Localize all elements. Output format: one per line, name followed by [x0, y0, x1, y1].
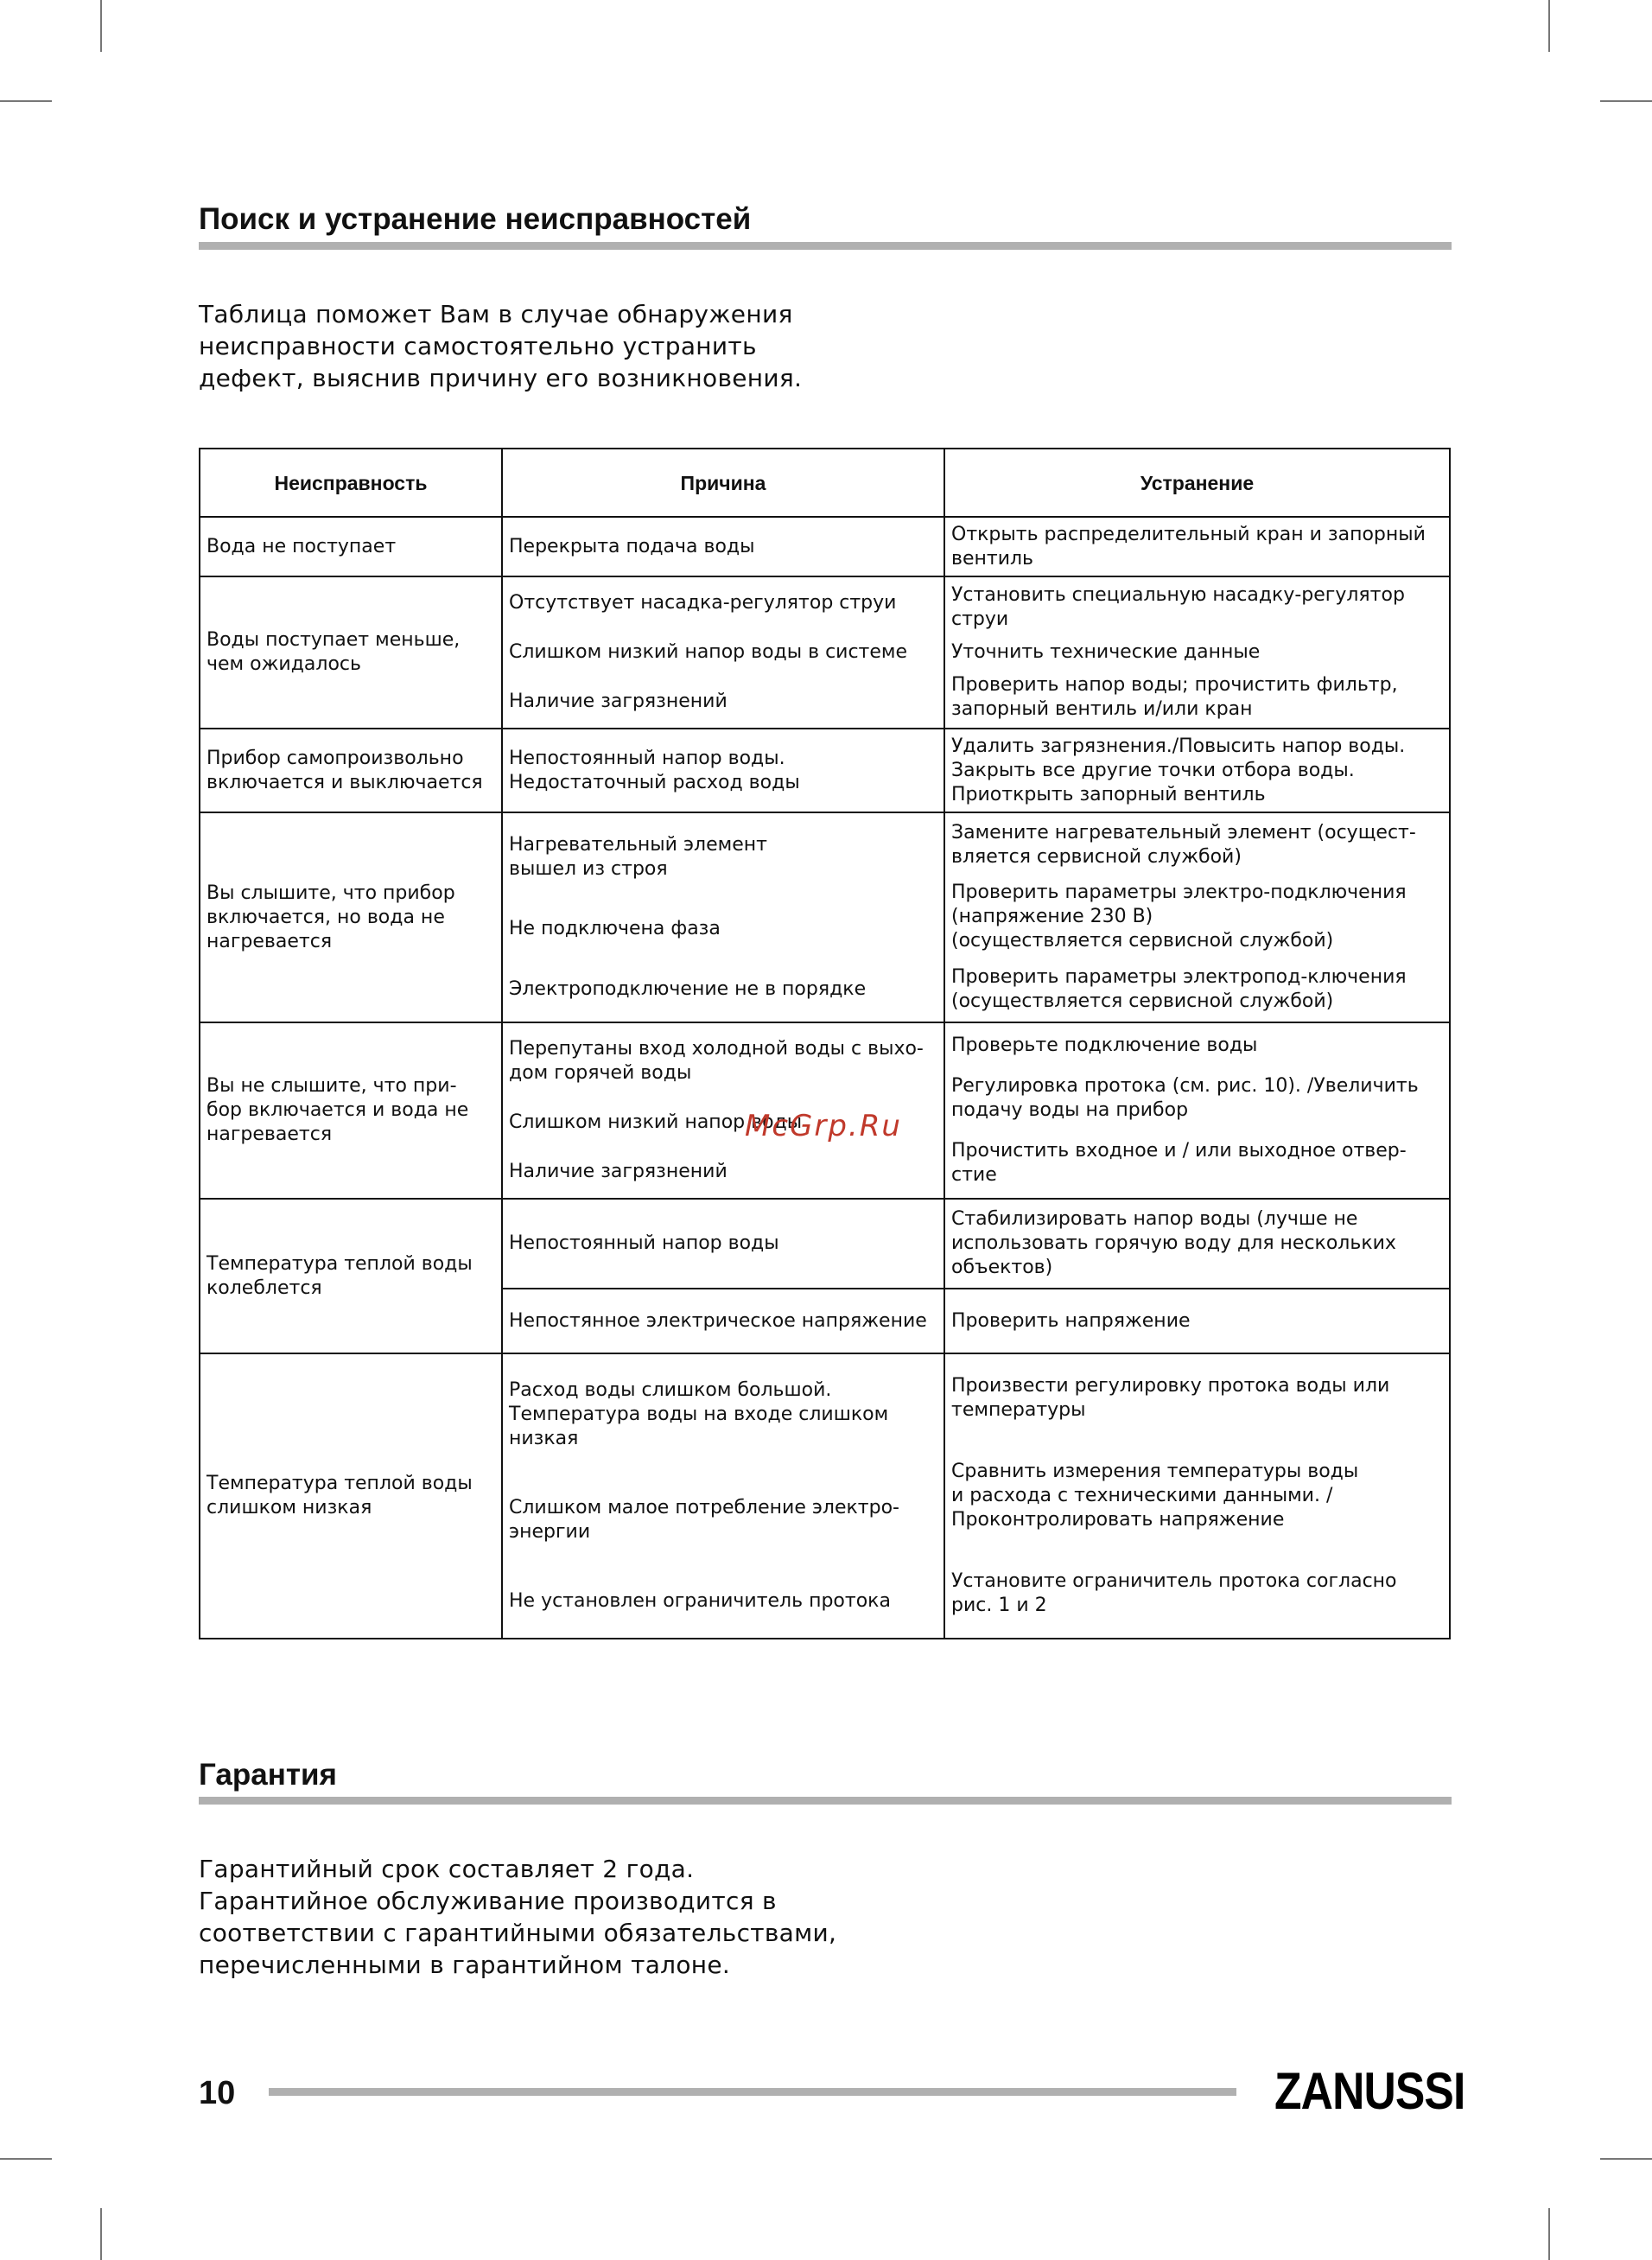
fix-text: Произвести регулировку протока воды или температуры — [951, 1375, 1390, 1422]
cause-text: Непостоянный напор воды — [509, 1232, 779, 1254]
warranty-title: Гарантия — [199, 1758, 337, 1792]
fix-cell — [944, 729, 1450, 812]
fault-text: Температура теплой воды слишком низкая — [206, 1473, 473, 1518]
fix-cell — [944, 1289, 1450, 1353]
troubleshooting-table — [199, 448, 1451, 1639]
fix-text: Регулировка протока (см. рис. 10). /Увеличить подачу воды на прибор — [951, 1074, 1419, 1121]
cause-text: Не подключена фаза — [509, 918, 721, 940]
fix-text: Проверьте подключение воды — [951, 1034, 1258, 1056]
fix-text: Установите ограничитель протока согласно рис. 1 и 2 — [951, 1569, 1397, 1616]
cause-cell — [502, 812, 944, 1022]
fault-text: Воды поступает меньше, чем ожидалось — [206, 629, 461, 675]
cause-text: Слишком малое потребление электро- энергии — [509, 1497, 899, 1543]
crop-mark — [1600, 100, 1652, 102]
warranty-rule — [199, 1797, 1452, 1805]
table-row — [200, 576, 1450, 729]
fix-text: Стабилизировать напор воды (лучше не использовать горячую воду для нескольких объектов) — [951, 1208, 1396, 1278]
cause-text: Не установлен ограничитель протока — [509, 1590, 891, 1612]
fix-cell — [944, 1199, 1450, 1289]
cause-text: Нагревательный элемент вышел из строя — [509, 833, 767, 880]
cause-text: Перепутаны вход холодной воды с выхо- дом горячей воды — [509, 1038, 924, 1085]
cause-text: Слишком низкий напор воды в системе — [509, 640, 908, 663]
page-number: 10 — [199, 2075, 236, 2111]
fix-cell — [944, 517, 1450, 576]
fix-text: Проверить напор воды; прочистить фильтр, запорный вентиль и/или кран — [951, 674, 1398, 720]
cause-cell — [502, 576, 944, 729]
fault-text: Вода не поступает — [206, 535, 397, 557]
troubleshooting-title: Поиск и устранение неисправностей — [199, 202, 752, 236]
fix-text: Прочистить входное и / или выходное отвер- стие — [951, 1140, 1407, 1187]
fault-text: Вы слышите, что прибор включается, но вода не нагревается — [206, 882, 455, 952]
crop-mark — [1548, 2208, 1550, 2260]
crop-mark — [1548, 0, 1550, 52]
cause-text: Перекрыта подача воды — [509, 535, 755, 557]
cause-text: Электроподключение не в порядке — [509, 978, 867, 1001]
cause-cell — [502, 1289, 944, 1353]
crop-mark — [1600, 2158, 1652, 2160]
fix-text: Уточнить технические данные — [951, 641, 1261, 663]
cause-text: Слишком низкий напор воды — [509, 1111, 803, 1133]
fault-text: Температура теплой воды колеблется — [206, 1252, 473, 1299]
cause-text: Непостянное электрическое напряжение — [509, 1309, 927, 1332]
cause-cell — [502, 517, 944, 576]
cause-text: Расход воды слишком большой. Температура воды на входе слишком низкая — [509, 1379, 889, 1449]
fix-text: Сравнить измерения температуры воды и расхода с техническими данными. / Проконтролировать напряжение — [951, 1460, 1359, 1531]
cause-text: Непостоянный напор воды. Недостаточный расход воды — [509, 747, 800, 793]
fault-cell — [200, 1353, 502, 1639]
fault-text: Вы не слышите, что при- бор включается и вода не нагревается — [206, 1075, 469, 1145]
fix-cell — [944, 1022, 1450, 1199]
table-row — [200, 517, 1450, 576]
fault-cell — [200, 1022, 502, 1199]
fix-text: Замените нагревательный элемент (осущест- вляется сервисной службой) — [951, 821, 1416, 868]
fix-cell — [944, 1353, 1450, 1639]
footer-rule — [269, 2088, 1236, 2096]
crop-mark — [0, 2158, 52, 2160]
watermark: McGrp.Ru — [745, 1109, 902, 1143]
cause-text: Наличие загрязнений — [509, 690, 728, 712]
title-rule — [199, 242, 1452, 250]
fix-text: Удалить загрязнения./Повысить напор воды. Закрыть все другие точки отбора воды. Приоткрыть запорный вентиль — [951, 735, 1406, 805]
table-row — [200, 729, 1450, 812]
fix-text: Установить специальную насадку-регулятор струи — [951, 584, 1405, 630]
brand-logo: ZANUSSI — [1274, 2062, 1465, 2120]
warranty-text: Гарантийный срок составляет 2 года. Гарантийное обслуживание производится в соответствии с гарантийными обязательствами, перечисленными в гарантийном талоне. — [199, 1855, 837, 1979]
table-row — [200, 1199, 1450, 1289]
cause-cell — [502, 729, 944, 812]
cause-text: Отсутствует насадка-регулятор струи — [509, 592, 897, 614]
fix-text: Проверить параметры электропод-ключения (осуществляется сервисной службой) — [951, 966, 1407, 1013]
fix-cell — [944, 812, 1450, 1022]
header-cause: Причина — [502, 449, 944, 517]
troubleshooting-intro: Таблица поможет Вам в случае обнаружения неисправности самостоятельно устранить дефект, выяснив причину его возникновения. — [199, 300, 803, 392]
table-header-row — [200, 449, 1450, 517]
fault-cell — [200, 729, 502, 812]
table-row — [200, 1353, 1450, 1639]
fault-cell — [200, 517, 502, 576]
cause-text: Наличие загрязнений — [509, 1160, 728, 1182]
fault-cell — [200, 812, 502, 1022]
cause-cell — [502, 1353, 944, 1639]
fix-text: Открыть распределительный кран и запорный вентиль — [951, 523, 1426, 570]
crop-mark — [0, 100, 52, 102]
fault-text: Прибор самопроизвольно включается и выключается — [206, 747, 483, 793]
fix-text: Проверить параметры электро-подключения (напряжение 230 В) (осуществляется сервисной службой) — [951, 882, 1407, 952]
crop-mark — [100, 0, 102, 52]
fix-cell — [944, 576, 1450, 729]
cause-cell — [502, 1199, 944, 1289]
fault-cell — [200, 576, 502, 729]
table-row — [200, 812, 1450, 1022]
header-fault: Неисправность — [200, 449, 502, 517]
fault-cell — [200, 1199, 502, 1353]
header-fix: Устранение — [944, 449, 1450, 517]
fix-text: Проверить напряжение — [951, 1309, 1191, 1332]
crop-mark — [100, 2208, 102, 2260]
